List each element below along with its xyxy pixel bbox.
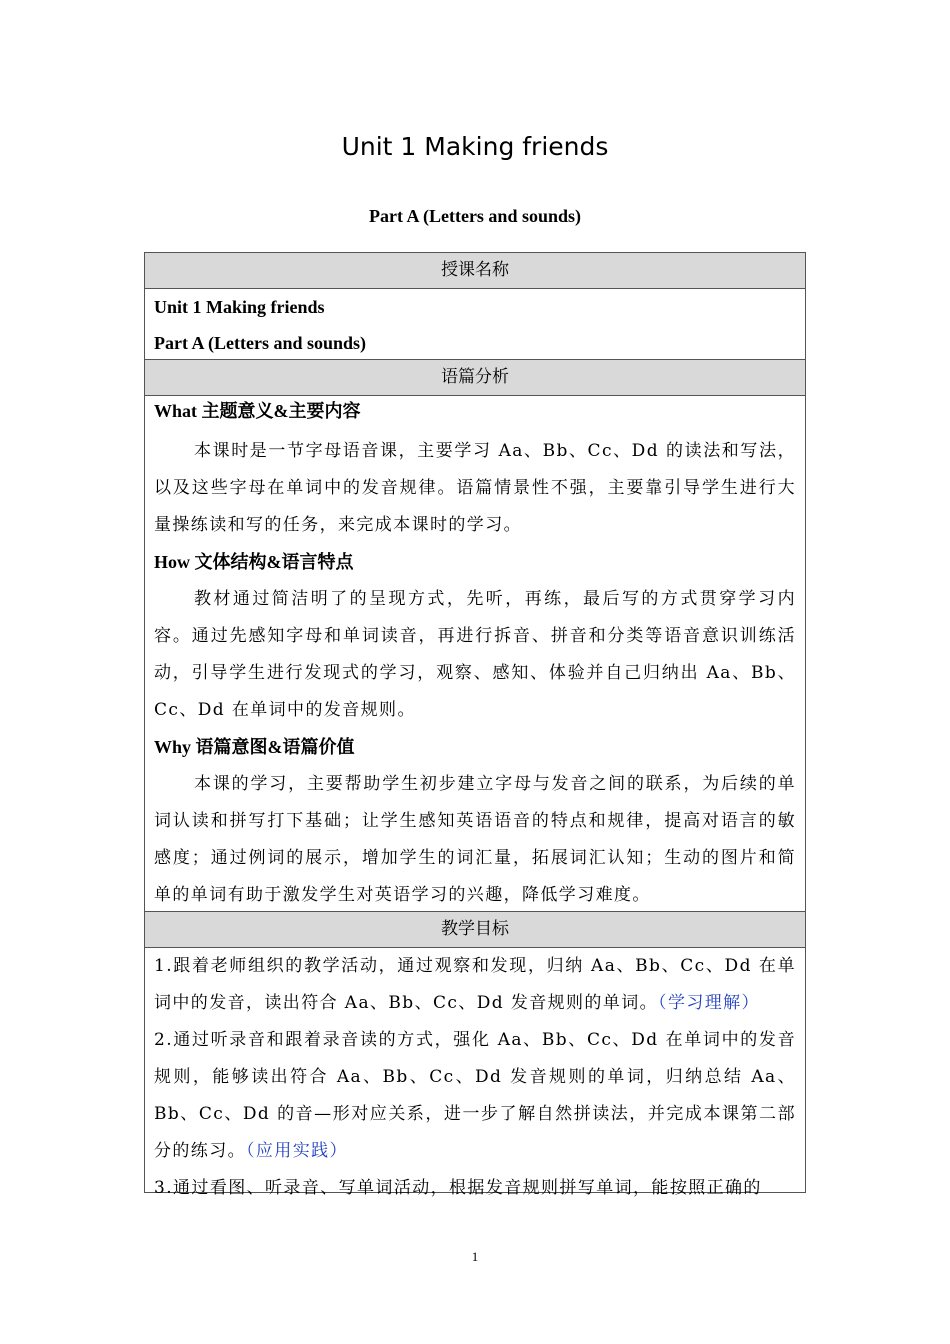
goal-2-text: 2.通过听录音和跟着录音读的方式，强化 Aa、Bb、Cc、Dd 在单词中的发音规则，能够读出符合 Aa、Bb、Cc、Dd 发音规则的单词，归纳总结 Aa、Bb、Cc、Dd 的音—形对应关系，进一步了解自然拼读法，并完成本课第二部分的练习。 — [154, 1030, 796, 1161]
document-subtitle: Part A (Letters and sounds) — [368, 206, 581, 226]
page-number: 1 — [471, 1249, 479, 1264]
goal-2-tag: （应用实践） — [246, 1141, 348, 1161]
lesson-plan-table — [144, 252, 806, 1198]
course-name-cell — [145, 289, 805, 360]
text-analysis-cell — [145, 396, 805, 912]
section-header-teaching-goals: 教学目标 — [145, 912, 805, 948]
goal-2 — [154, 1022, 796, 1170]
why-heading: Why 语篇意图&语篇价值 — [154, 737, 355, 757]
course-name-line2: Part A (Letters and sounds) — [154, 333, 367, 353]
section-header-text-analysis: 语篇分析 — [145, 360, 805, 396]
what-heading: What 主题意义&主要内容 — [154, 401, 361, 421]
how-paragraph: 教材通过简洁明了的呈现方式，先听，再练，最后写的方式贯穿学习内容。通过先感知字母和单词读音，再进行拆音、拼音和分类等语音意识训练活动，引导学生进行发现式的学习，观察、感知、体验并自己归纳出 Aa、Bb、Cc、Dd 在单词中的发音规则。 — [154, 589, 796, 720]
how-heading: How 文体结构&语言特点 — [154, 552, 354, 572]
goal-1-text: 1.跟着老师组织的教学活动，通过观察和发现，归纳 Aa、Bb、Cc、Dd 在单词中的发音，读出符合 Aa、Bb、Cc、Dd 发音规则的单词。 — [154, 956, 796, 1013]
why-paragraph: 本课的学习，主要帮助学生初步建立字母与发音之间的联系，为后续的单词认读和拼写打下基础；让学生感知英语语音的特点和规律，提高对语言的敏感度；通过例词的展示，增加学生的词汇量，拓展词汇认知；生动的图片和简单的单词有助于激发学生对英语学习的兴趣，降低学习难度。 — [154, 774, 796, 905]
course-name-line1: Unit 1 Making friends — [154, 297, 325, 317]
goal-3: 3.通过看图、听录音、写单词活动，根据发音规则拼写单词，能按照正确的 — [154, 1178, 762, 1198]
document-title: Unit 1 Making friends — [341, 132, 609, 161]
what-paragraph: 本课时是一节字母语音课，主要学习 Aa、Bb、Cc、Dd 的读法和写法，以及这些字母在单词中的发音规律。语篇情景性不强，主要靠引导学生进行大量操练读和写的任务，来完成本课时的学习。 — [154, 441, 796, 535]
teaching-goals-cell — [145, 948, 805, 1231]
goal-1 — [154, 948, 796, 1022]
goal-1-tag: （学习理解） — [658, 993, 760, 1013]
section-header-course-name: 授课名称 — [145, 253, 805, 289]
